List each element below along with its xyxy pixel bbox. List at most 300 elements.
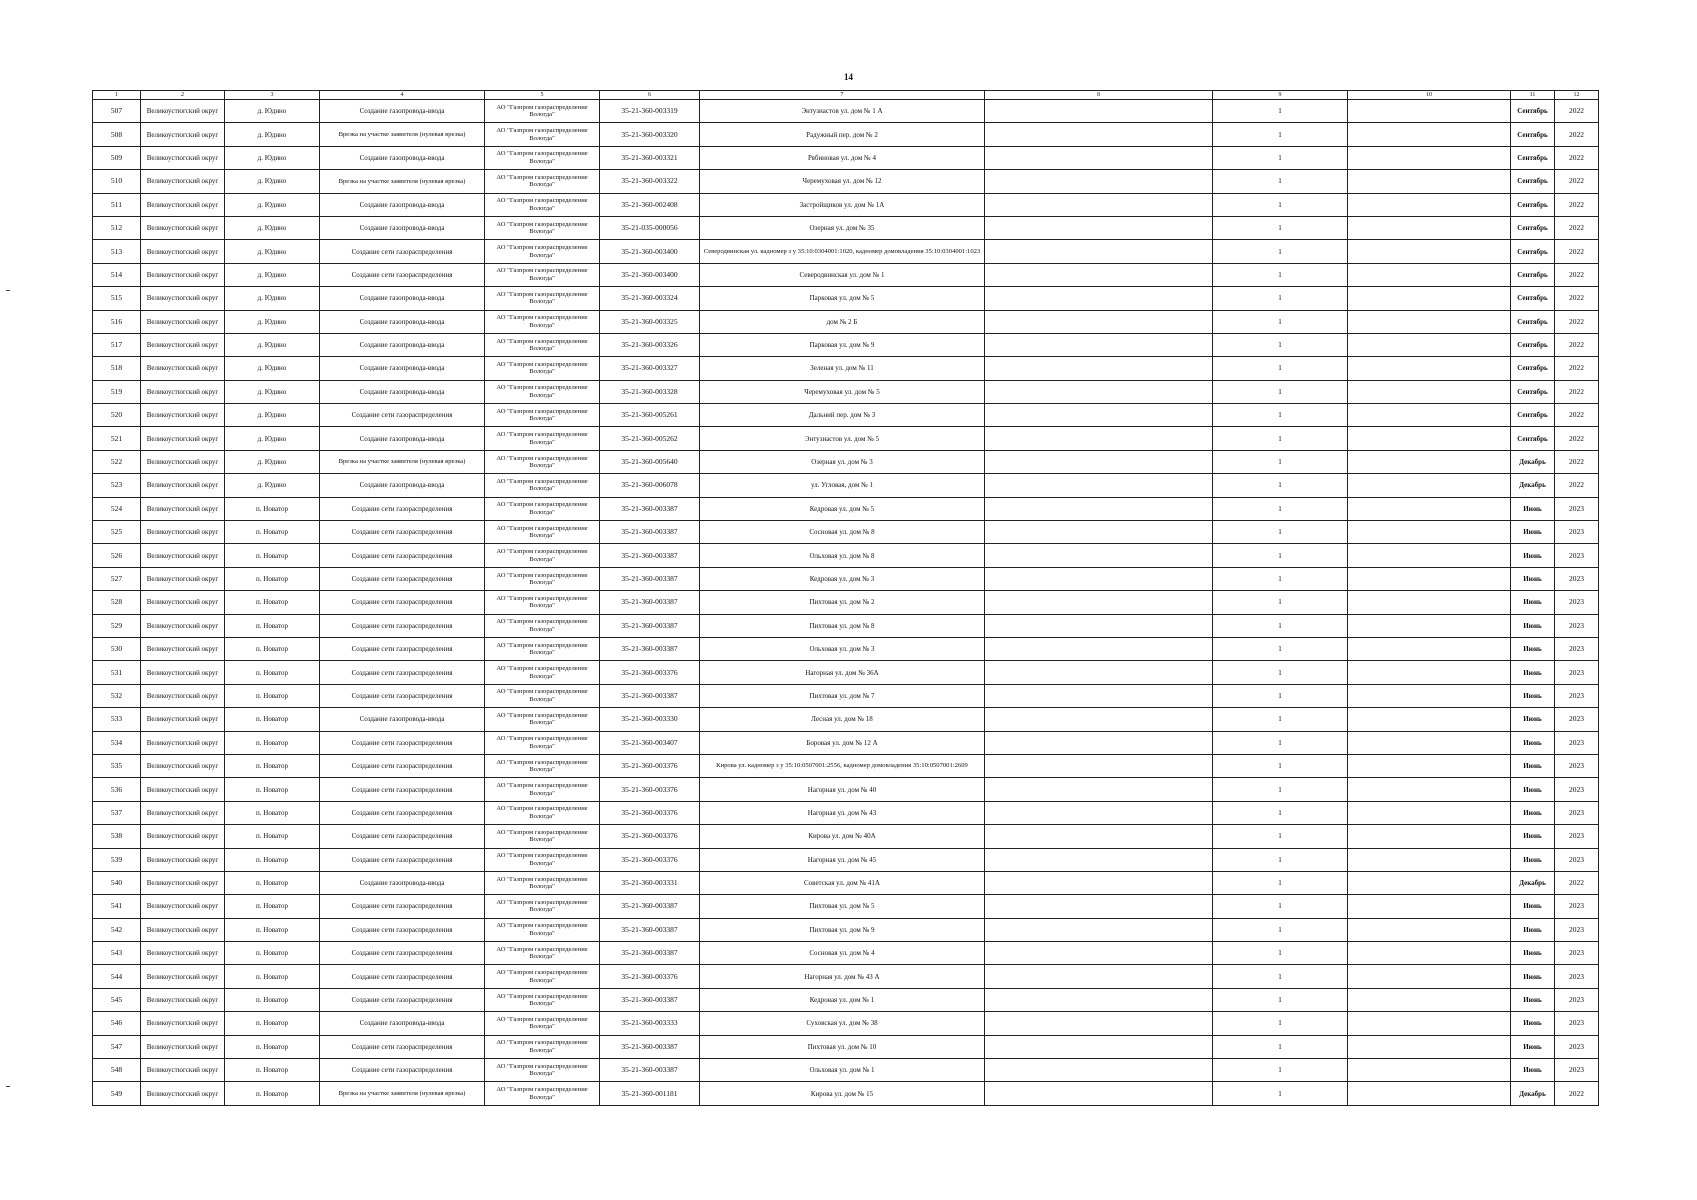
quantity-cell: 1	[1213, 661, 1348, 684]
address-cell: Кедровая ул. дом № 1	[700, 988, 985, 1011]
quantity-cell: 1	[1213, 123, 1348, 146]
work-type-cell: Создание сети газораспределения	[320, 263, 485, 286]
month-cell: Июнь	[1511, 708, 1555, 731]
organization-cell: АО "Газпром газораспределение Вологда"	[485, 1012, 600, 1035]
empty-cell-8	[985, 544, 1213, 567]
row-number: 515	[93, 287, 141, 310]
table-row	[93, 848, 1599, 871]
settlement-cell: д. Юдино	[225, 100, 320, 123]
empty-cell-8	[985, 193, 1213, 216]
year-cell: 2023	[1555, 848, 1599, 871]
table-row	[93, 450, 1599, 473]
work-type-cell: Создание газопровода-ввода	[320, 871, 485, 894]
work-type-cell: Создание газопровода-ввода	[320, 357, 485, 380]
year-cell: 2022	[1555, 450, 1599, 473]
district-cell: Великоустюгский округ	[141, 170, 225, 193]
row-number: 510	[93, 170, 141, 193]
address-cell: Сосновая ул. дом № 8	[700, 521, 985, 544]
table-row	[93, 895, 1599, 918]
quantity-cell: 1	[1213, 918, 1348, 941]
month-cell: Июнь	[1511, 684, 1555, 707]
district-cell: Великоустюгский округ	[141, 871, 225, 894]
margin-tick-top	[6, 290, 10, 291]
row-number: 519	[93, 380, 141, 403]
table-row	[93, 497, 1599, 520]
table-row	[93, 567, 1599, 590]
district-cell: Великоустюгский округ	[141, 661, 225, 684]
month-cell: Сентябрь	[1511, 193, 1555, 216]
table-row	[93, 918, 1599, 941]
empty-cell-8	[985, 474, 1213, 497]
empty-cell-10	[1348, 497, 1511, 520]
column-number-header: 4	[320, 91, 485, 100]
organization-cell: АО "Газпром газораспределение Вологда"	[485, 684, 600, 707]
settlement-cell: п. Новатор	[225, 1035, 320, 1058]
row-number: 548	[93, 1059, 141, 1082]
organization-cell: АО "Газпром газораспределение Вологда"	[485, 216, 600, 239]
address-cell: Ольховая ул. дом № 3	[700, 637, 985, 660]
column-number-header: 6	[600, 91, 700, 100]
table-row	[93, 965, 1599, 988]
empty-cell-10	[1348, 918, 1511, 941]
row-number: 530	[93, 637, 141, 660]
month-cell: Июнь	[1511, 778, 1555, 801]
empty-cell-8	[985, 988, 1213, 1011]
work-type-cell: Создание сети газораспределения	[320, 521, 485, 544]
organization-cell: АО "Газпром газораспределение Вологда"	[485, 474, 600, 497]
month-cell: Июнь	[1511, 521, 1555, 544]
address-cell: ул. Угловая, дом № 1	[700, 474, 985, 497]
table-row	[93, 357, 1599, 380]
district-cell: Великоустюгский округ	[141, 357, 225, 380]
year-cell: 2023	[1555, 1035, 1599, 1058]
address-cell: Сосновая ул. дом № 4	[700, 942, 985, 965]
year-cell: 2023	[1555, 708, 1599, 731]
column-number-header: 3	[225, 91, 320, 100]
row-number: 544	[93, 965, 141, 988]
address-cell: Застройщиков ул. дом № 1А	[700, 193, 985, 216]
settlement-cell: д. Юдино	[225, 427, 320, 450]
address-cell: Северодвинская ул. кадномер з у 35:10:0304001:1020, кадномер домовладения 35:10:0304001:1023	[700, 240, 985, 263]
settlement-cell: д. Юдино	[225, 310, 320, 333]
document-sheet	[92, 90, 1599, 1106]
table-row	[93, 240, 1599, 263]
address-cell: Черемуховая ул. дом № 12	[700, 170, 985, 193]
work-type-cell: Создание газопровода-ввода	[320, 216, 485, 239]
quantity-cell: 1	[1213, 754, 1348, 777]
quantity-cell: 1	[1213, 708, 1348, 731]
project-code-cell: 35-21-360-003387	[600, 918, 700, 941]
table-row	[93, 684, 1599, 707]
empty-cell-8	[985, 754, 1213, 777]
year-cell: 2023	[1555, 801, 1599, 824]
row-number: 536	[93, 778, 141, 801]
table-row	[93, 614, 1599, 637]
empty-cell-10	[1348, 380, 1511, 403]
district-cell: Великоустюгский округ	[141, 591, 225, 614]
settlement-cell: п. Новатор	[225, 895, 320, 918]
district-cell: Великоустюгский округ	[141, 684, 225, 707]
table-row	[93, 193, 1599, 216]
work-type-cell: Создание сети газораспределения	[320, 637, 485, 660]
settlement-cell: п. Новатор	[225, 661, 320, 684]
table-row	[93, 708, 1599, 731]
address-cell: Энтузиастов ул. дом № 5	[700, 427, 985, 450]
settlement-cell: д. Юдино	[225, 333, 320, 356]
settlement-cell: п. Новатор	[225, 684, 320, 707]
settlement-cell: д. Юдино	[225, 123, 320, 146]
row-number: 527	[93, 567, 141, 590]
settlement-cell: п. Новатор	[225, 614, 320, 637]
table-row	[93, 146, 1599, 169]
table-row	[93, 801, 1599, 824]
organization-cell: АО "Газпром газораспределение Вологда"	[485, 450, 600, 473]
district-cell: Великоустюгский округ	[141, 427, 225, 450]
quantity-cell: 1	[1213, 684, 1348, 707]
quantity-cell: 1	[1213, 895, 1348, 918]
row-number: 532	[93, 684, 141, 707]
empty-cell-10	[1348, 637, 1511, 660]
empty-cell-10	[1348, 450, 1511, 473]
quantity-cell: 1	[1213, 193, 1348, 216]
month-cell: Июнь	[1511, 497, 1555, 520]
project-code-cell: 35-21-360-003321	[600, 146, 700, 169]
project-code-cell: 35-21-360-003331	[600, 871, 700, 894]
project-code-cell: 35-21-360-003320	[600, 123, 700, 146]
project-code-cell: 35-21-360-003333	[600, 1012, 700, 1035]
empty-cell-10	[1348, 731, 1511, 754]
empty-cell-8	[985, 871, 1213, 894]
organization-cell: АО "Газпром газораспределение Вологда"	[485, 521, 600, 544]
row-number: 545	[93, 988, 141, 1011]
empty-cell-10	[1348, 404, 1511, 427]
empty-cell-10	[1348, 170, 1511, 193]
settlement-cell: п. Новатор	[225, 1059, 320, 1082]
month-cell: Сентябрь	[1511, 357, 1555, 380]
empty-cell-8	[985, 1082, 1213, 1105]
column-number-header: 10	[1348, 91, 1511, 100]
address-cell: Радужный пер. дом № 2	[700, 123, 985, 146]
quantity-cell: 1	[1213, 333, 1348, 356]
table-row	[93, 1035, 1599, 1058]
row-number: 508	[93, 123, 141, 146]
year-cell: 2023	[1555, 754, 1599, 777]
quantity-cell: 1	[1213, 591, 1348, 614]
empty-cell-10	[1348, 754, 1511, 777]
month-cell: Сентябрь	[1511, 100, 1555, 123]
empty-cell-8	[985, 287, 1213, 310]
month-cell: Декабрь	[1511, 871, 1555, 894]
row-number: 514	[93, 263, 141, 286]
year-cell: 2023	[1555, 1012, 1599, 1035]
year-cell: 2022	[1555, 100, 1599, 123]
address-cell: Пихтовая ул. дом № 10	[700, 1035, 985, 1058]
quantity-cell: 1	[1213, 1059, 1348, 1082]
month-cell: Сентябрь	[1511, 333, 1555, 356]
table-row	[93, 427, 1599, 450]
empty-cell-10	[1348, 778, 1511, 801]
month-cell: Июнь	[1511, 848, 1555, 871]
project-code-cell: 35-21-360-003387	[600, 637, 700, 660]
empty-cell-8	[985, 404, 1213, 427]
month-cell: Июнь	[1511, 825, 1555, 848]
month-cell: Июнь	[1511, 918, 1555, 941]
organization-cell: АО "Газпром газораспределение Вологда"	[485, 193, 600, 216]
address-cell: Дальний пер. дом № 3	[700, 404, 985, 427]
organization-cell: АО "Газпром газораспределение Вологда"	[485, 170, 600, 193]
district-cell: Великоустюгский округ	[141, 1035, 225, 1058]
district-cell: Великоустюгский округ	[141, 825, 225, 848]
quantity-cell: 1	[1213, 380, 1348, 403]
quantity-cell: 1	[1213, 1082, 1348, 1105]
project-code-cell: 35-21-360-003387	[600, 988, 700, 1011]
district-cell: Великоустюгский округ	[141, 778, 225, 801]
row-number: 528	[93, 591, 141, 614]
year-cell: 2023	[1555, 591, 1599, 614]
district-cell: Великоустюгский округ	[141, 123, 225, 146]
table-row	[93, 100, 1599, 123]
work-type-cell: Создание сети газораспределения	[320, 240, 485, 263]
empty-cell-8	[985, 1012, 1213, 1035]
empty-cell-10	[1348, 1035, 1511, 1058]
month-cell: Сентябрь	[1511, 310, 1555, 333]
row-number: 543	[93, 942, 141, 965]
year-cell: 2022	[1555, 333, 1599, 356]
address-cell: Озерная ул. дом № 3	[700, 450, 985, 473]
quantity-cell: 1	[1213, 778, 1348, 801]
column-number-header: 1	[93, 91, 141, 100]
settlement-cell: п. Новатор	[225, 754, 320, 777]
quantity-cell: 1	[1213, 146, 1348, 169]
row-number: 540	[93, 871, 141, 894]
empty-cell-8	[985, 357, 1213, 380]
work-type-cell: Создание сети газораспределения	[320, 591, 485, 614]
month-cell: Июнь	[1511, 591, 1555, 614]
year-cell: 2023	[1555, 731, 1599, 754]
empty-cell-8	[985, 778, 1213, 801]
year-cell: 2022	[1555, 193, 1599, 216]
organization-cell: АО "Газпром газораспределение Вологда"	[485, 708, 600, 731]
empty-cell-10	[1348, 871, 1511, 894]
project-code-cell: 35-21-360-003387	[600, 567, 700, 590]
organization-cell: АО "Газпром газораспределение Вологда"	[485, 380, 600, 403]
settlement-cell: п. Новатор	[225, 918, 320, 941]
empty-cell-8	[985, 521, 1213, 544]
district-cell: Великоустюгский округ	[141, 801, 225, 824]
month-cell: Июнь	[1511, 1012, 1555, 1035]
work-type-cell: Врезка на участке заявителя (нулевая врезка)	[320, 123, 485, 146]
empty-cell-8	[985, 1035, 1213, 1058]
empty-cell-10	[1348, 544, 1511, 567]
empty-cell-10	[1348, 1082, 1511, 1105]
address-cell: Зеленая ул. дом № 11	[700, 357, 985, 380]
address-cell: Северодвинская ул. дом № 1	[700, 263, 985, 286]
organization-cell: АО "Газпром газораспределение Вологда"	[485, 731, 600, 754]
row-number: 516	[93, 310, 141, 333]
project-code-cell: 35-21-360-003387	[600, 497, 700, 520]
year-cell: 2022	[1555, 310, 1599, 333]
district-cell: Великоустюгский округ	[141, 521, 225, 544]
quantity-cell: 1	[1213, 848, 1348, 871]
empty-cell-10	[1348, 825, 1511, 848]
settlement-cell: д. Юдино	[225, 216, 320, 239]
year-cell: 2022	[1555, 1082, 1599, 1105]
organization-cell: АО "Газпром газораспределение Вологда"	[485, 497, 600, 520]
address-cell: Пихтовая ул. дом № 5	[700, 895, 985, 918]
settlement-cell: д. Юдино	[225, 404, 320, 427]
month-cell: Декабрь	[1511, 1082, 1555, 1105]
month-cell: Июнь	[1511, 614, 1555, 637]
address-cell: Кирова ул. кадномер з у 35:10:0507001:2556, кадномер домовладения 35:10:0507001:2609	[700, 754, 985, 777]
row-number: 522	[93, 450, 141, 473]
district-cell: Великоустюгский округ	[141, 895, 225, 918]
district-cell: Великоустюгский округ	[141, 848, 225, 871]
work-type-cell: Создание сети газораспределения	[320, 1035, 485, 1058]
month-cell: Сентябрь	[1511, 427, 1555, 450]
table-row	[93, 474, 1599, 497]
settlement-cell: д. Юдино	[225, 193, 320, 216]
project-code-cell: 35-21-360-003376	[600, 801, 700, 824]
work-type-cell: Создание сети газораспределения	[320, 778, 485, 801]
district-cell: Великоустюгский округ	[141, 240, 225, 263]
address-cell: Нагорная ул. дом № 40	[700, 778, 985, 801]
address-cell: Озерная ул. дом № 35	[700, 216, 985, 239]
empty-cell-10	[1348, 661, 1511, 684]
district-cell: Великоустюгский округ	[141, 637, 225, 660]
quantity-cell: 1	[1213, 497, 1348, 520]
district-cell: Великоустюгский округ	[141, 965, 225, 988]
project-code-cell: 35-21-360-003407	[600, 731, 700, 754]
project-code-cell: 35-21-360-003387	[600, 1059, 700, 1082]
organization-cell: АО "Газпром газораспределение Вологда"	[485, 1035, 600, 1058]
empty-cell-10	[1348, 146, 1511, 169]
year-cell: 2022	[1555, 123, 1599, 146]
settlement-cell: п. Новатор	[225, 497, 320, 520]
empty-cell-8	[985, 591, 1213, 614]
organization-cell: АО "Газпром газораспределение Вологда"	[485, 871, 600, 894]
month-cell: Июнь	[1511, 965, 1555, 988]
quantity-cell: 1	[1213, 216, 1348, 239]
work-type-cell: Создание газопровода-ввода	[320, 708, 485, 731]
year-cell: 2022	[1555, 357, 1599, 380]
organization-cell: АО "Газпром газораспределение Вологда"	[485, 895, 600, 918]
empty-cell-8	[985, 731, 1213, 754]
district-cell: Великоустюгский округ	[141, 193, 225, 216]
empty-cell-8	[985, 1059, 1213, 1082]
work-type-cell: Создание сети газораспределения	[320, 614, 485, 637]
row-number: 538	[93, 825, 141, 848]
project-code-cell: 35-21-360-003324	[600, 287, 700, 310]
empty-cell-10	[1348, 357, 1511, 380]
row-number: 531	[93, 661, 141, 684]
empty-cell-8	[985, 708, 1213, 731]
organization-cell: АО "Газпром газораспределение Вологда"	[485, 333, 600, 356]
row-number: 517	[93, 333, 141, 356]
work-type-cell: Создание сети газораспределения	[320, 497, 485, 520]
work-type-cell: Создание газопровода-ввода	[320, 193, 485, 216]
year-cell: 2023	[1555, 544, 1599, 567]
organization-cell: АО "Газпром газораспределение Вологда"	[485, 591, 600, 614]
address-cell: Нагорная ул. дом № 36А	[700, 661, 985, 684]
district-cell: Великоустюгский округ	[141, 942, 225, 965]
project-code-cell: 35-21-360-002408	[600, 193, 700, 216]
month-cell: Июнь	[1511, 801, 1555, 824]
month-cell: Июнь	[1511, 942, 1555, 965]
empty-cell-8	[985, 942, 1213, 965]
quantity-cell: 1	[1213, 942, 1348, 965]
settlement-cell: п. Новатор	[225, 567, 320, 590]
empty-cell-8	[985, 614, 1213, 637]
project-code-cell: 35-21-360-003319	[600, 100, 700, 123]
row-number: 542	[93, 918, 141, 941]
empty-cell-8	[985, 825, 1213, 848]
organization-cell: АО "Газпром газораспределение Вологда"	[485, 801, 600, 824]
month-cell: Июнь	[1511, 661, 1555, 684]
row-number: 529	[93, 614, 141, 637]
organization-cell: АО "Газпром газораспределение Вологда"	[485, 848, 600, 871]
project-code-cell: 35-21-360-003376	[600, 965, 700, 988]
work-type-cell: Создание сети газораспределения	[320, 965, 485, 988]
address-cell: Рябиновая ул. дом № 4	[700, 146, 985, 169]
quantity-cell: 1	[1213, 731, 1348, 754]
district-cell: Великоустюгский округ	[141, 287, 225, 310]
year-cell: 2022	[1555, 240, 1599, 263]
settlement-cell: п. Новатор	[225, 848, 320, 871]
year-cell: 2023	[1555, 895, 1599, 918]
month-cell: Июнь	[1511, 544, 1555, 567]
quantity-cell: 1	[1213, 825, 1348, 848]
empty-cell-8	[985, 427, 1213, 450]
margin-tick-bottom	[6, 1086, 10, 1087]
year-cell: 2023	[1555, 942, 1599, 965]
row-number: 521	[93, 427, 141, 450]
year-cell: 2023	[1555, 567, 1599, 590]
work-type-cell: Создание сети газораспределения	[320, 1059, 485, 1082]
table-row	[93, 380, 1599, 403]
district-cell: Великоустюгский округ	[141, 754, 225, 777]
work-type-cell: Создание газопровода-ввода	[320, 333, 485, 356]
year-cell: 2023	[1555, 684, 1599, 707]
quantity-cell: 1	[1213, 404, 1348, 427]
district-cell: Великоустюгский округ	[141, 380, 225, 403]
empty-cell-10	[1348, 310, 1511, 333]
work-type-cell: Создание газопровода-ввода	[320, 146, 485, 169]
settlement-cell: д. Юдино	[225, 474, 320, 497]
settlement-cell: д. Юдино	[225, 380, 320, 403]
empty-cell-10	[1348, 567, 1511, 590]
quantity-cell: 1	[1213, 450, 1348, 473]
table-row	[93, 661, 1599, 684]
table-row	[93, 754, 1599, 777]
empty-cell-8	[985, 567, 1213, 590]
row-number: 525	[93, 521, 141, 544]
table-row	[93, 123, 1599, 146]
row-number: 539	[93, 848, 141, 871]
year-cell: 2022	[1555, 474, 1599, 497]
empty-cell-10	[1348, 193, 1511, 216]
work-type-cell: Создание сети газораспределения	[320, 544, 485, 567]
year-cell: 2023	[1555, 965, 1599, 988]
column-number-header: 5	[485, 91, 600, 100]
table-row	[93, 1059, 1599, 1082]
organization-cell: АО "Газпром газораспределение Вологда"	[485, 778, 600, 801]
work-type-cell: Создание сети газораспределения	[320, 661, 485, 684]
year-cell: 2023	[1555, 778, 1599, 801]
project-code-cell: 35-21-360-003376	[600, 848, 700, 871]
month-cell: Декабрь	[1511, 474, 1555, 497]
year-cell: 2023	[1555, 637, 1599, 660]
row-number: 509	[93, 146, 141, 169]
